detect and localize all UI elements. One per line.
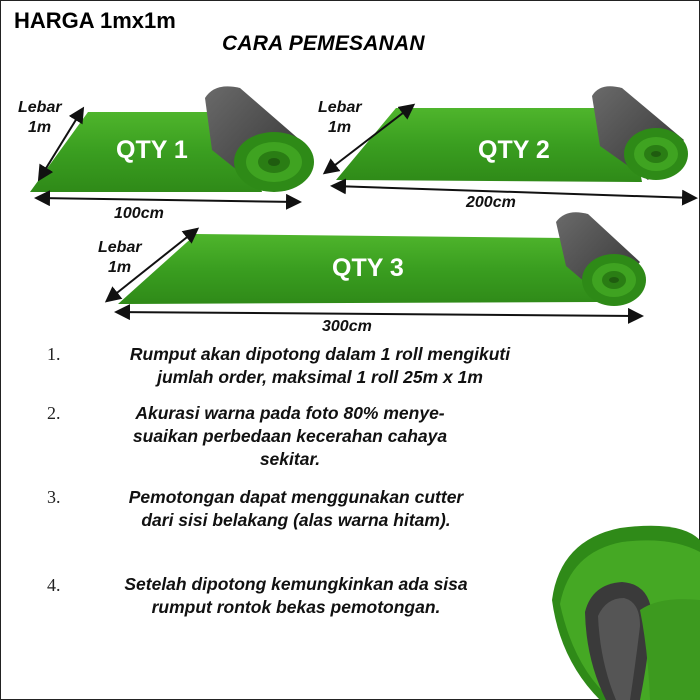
roll-1-width-label: [18, 98, 62, 138]
grass-roll-2: [326, 86, 694, 198]
step-2-line-2: suaikan perbedaan kecerahan cahaya: [132, 426, 448, 446]
roll-1-width-value: 1m: [28, 119, 52, 136]
roll-2-width-value: 1m: [328, 119, 352, 136]
qty-3-label: QTY 3: [332, 254, 404, 282]
step-2-text: [70, 402, 510, 471]
roll-2-length-label: 200cm: [466, 194, 516, 211]
length-arrow-3: [118, 312, 640, 316]
price-label: HARGA 1mx1m: [14, 8, 176, 33]
step-4-line-1: Setelah dipotong kemungkinkan ada sisa: [124, 574, 468, 594]
step-2-line-1: Akurasi warna pada foto 80% menye-: [135, 403, 445, 423]
step-2-line-3: sekitar.: [259, 449, 321, 469]
step-2-number: 2.: [47, 403, 61, 423]
step-1-line-2: jumlah order, maksimal 1 roll 25m x 1m: [157, 367, 483, 387]
roll-3-width-label: [98, 238, 142, 278]
step-1-line-1: Rumput akan dipotong dalam 1 roll mengikuti: [129, 344, 511, 364]
roll-3-width-text: Lebar: [98, 239, 142, 256]
length-arrow-1: [38, 198, 298, 202]
roll-2-width-text: Lebar: [318, 99, 362, 116]
roll-3-width-value: 1m: [108, 259, 132, 276]
grass-roll-3: [108, 212, 646, 316]
qty-1-label: QTY 1: [116, 136, 188, 164]
grass-roll-1: [30, 86, 314, 202]
step-3-text: [76, 486, 516, 532]
step-3-number: 3.: [47, 487, 61, 507]
roll-1-length-label: 100cm: [114, 205, 164, 222]
step-3-line-2: dari sisi belakang (alas warna hitam).: [141, 510, 451, 530]
step-4-line-2: rumput rontok bekas pemotongan.: [151, 597, 441, 617]
roll-1-width-text: Lebar: [18, 99, 62, 116]
qty-2-label: QTY 2: [478, 136, 550, 164]
step-4-text: [76, 573, 516, 619]
step-3-line-1: Pemotongan dapat menggunakan cutter: [128, 487, 464, 507]
step-1-text: [70, 343, 570, 389]
roll-3-length-label: 300cm: [322, 318, 372, 335]
step-4-number: 4.: [47, 575, 61, 595]
step-1-number: 1.: [47, 344, 61, 364]
page-title: CARA PEMESANAN: [222, 32, 425, 55]
roll-2-width-label: [318, 98, 362, 138]
grass-roll-photo: [552, 526, 700, 700]
